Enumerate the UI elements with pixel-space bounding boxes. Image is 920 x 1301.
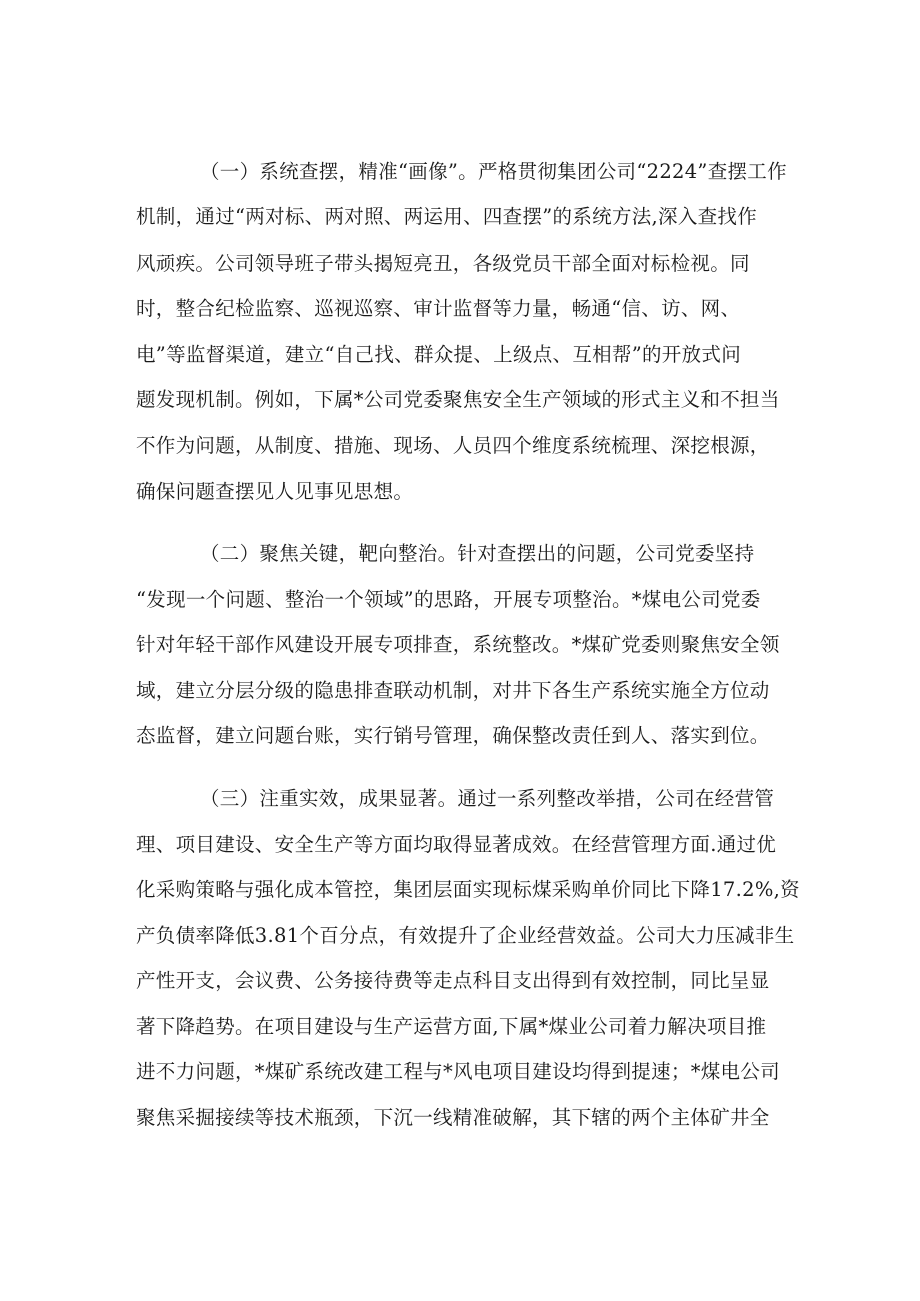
text-line: 产负债率降低3.81个百分点，有效提升了企业经营效益。公司大力压减非生 [136,924,795,947]
text-line: 不作为问题，从制度、措施、现场、人员四个维度系统梳理、深挖根源， [136,434,770,457]
text-line: 理、项目建设、安全生产等方面均取得显著成效。在经营管理方面.通过优 [136,833,777,856]
text-line: 产性开支，会议费、公务接待费等走点科目支出得到有效控制，同比呈显 [136,969,770,992]
text-line: 态监督，建立问题台账，实行销号管理，确保整改责任到人、落实到位。 [136,724,770,747]
text-line: 进不力问题，*煤矿系统改建工程与*风电项目建设均得到提速；*煤电公司 [136,1060,780,1083]
text-line: 时，整合纪检监察、巡视巡察、审计监督等力量，畅通“信、访、网、 [136,297,741,320]
text-line: 著下降趋势。在项目建设与生产运营方面,下属*煤业公司着力解决项目推 [136,1015,767,1038]
text-line: 电”等监督渠道，建立“自己找、群众提、上级点、互相帮”的开放式问 [136,343,742,366]
text-line: （三）注重实效，成果显著。通过一系列整改举措，公司在经营管 [200,787,775,810]
text-line: 聚焦采掘接续等技术瓶颈，下沉一线精准破解，其下辖的两个主体矿井全 [136,1106,770,1129]
text-line: 风顽疾。公司领导班子带头揭短亮丑，各级党员干部全面对标检视。同 [136,252,750,275]
text-line: “发现一个问题、整治一个领域”的思路，开展专项整治。*煤电公司党委 [136,588,761,611]
text-line: （一）系统查摆，精准“画像”。严格贯彻集团公司“2224”查摆工作 [200,160,787,183]
text-line: 域，建立分层分级的隐患排查联动机制，对井下各生产系统实施全方位动 [136,679,770,702]
text-line: 化采购策略与强化成本管控，集团层面实现标煤采购单价同比下降17.2%,资 [136,878,800,901]
text-line: 确保问题查摆见人见事见思想。 [136,480,414,503]
text-line: 题发现机制。例如，下属*公司党委聚焦安全生产领域的形式主义和不担当 [136,388,780,411]
text-line: 针对年轻干部作风建设开展专项排查，系统整改。*煤矿党委则聚焦安全领 [136,633,780,656]
text-line: （二）聚焦关键，靶向整治。针对查摆出的问题，公司党委坚持 [200,542,755,565]
text-line: 机制，通过“两对标、两对照、两运用、四查摆”的系统方法,深入查找作 [136,205,758,228]
